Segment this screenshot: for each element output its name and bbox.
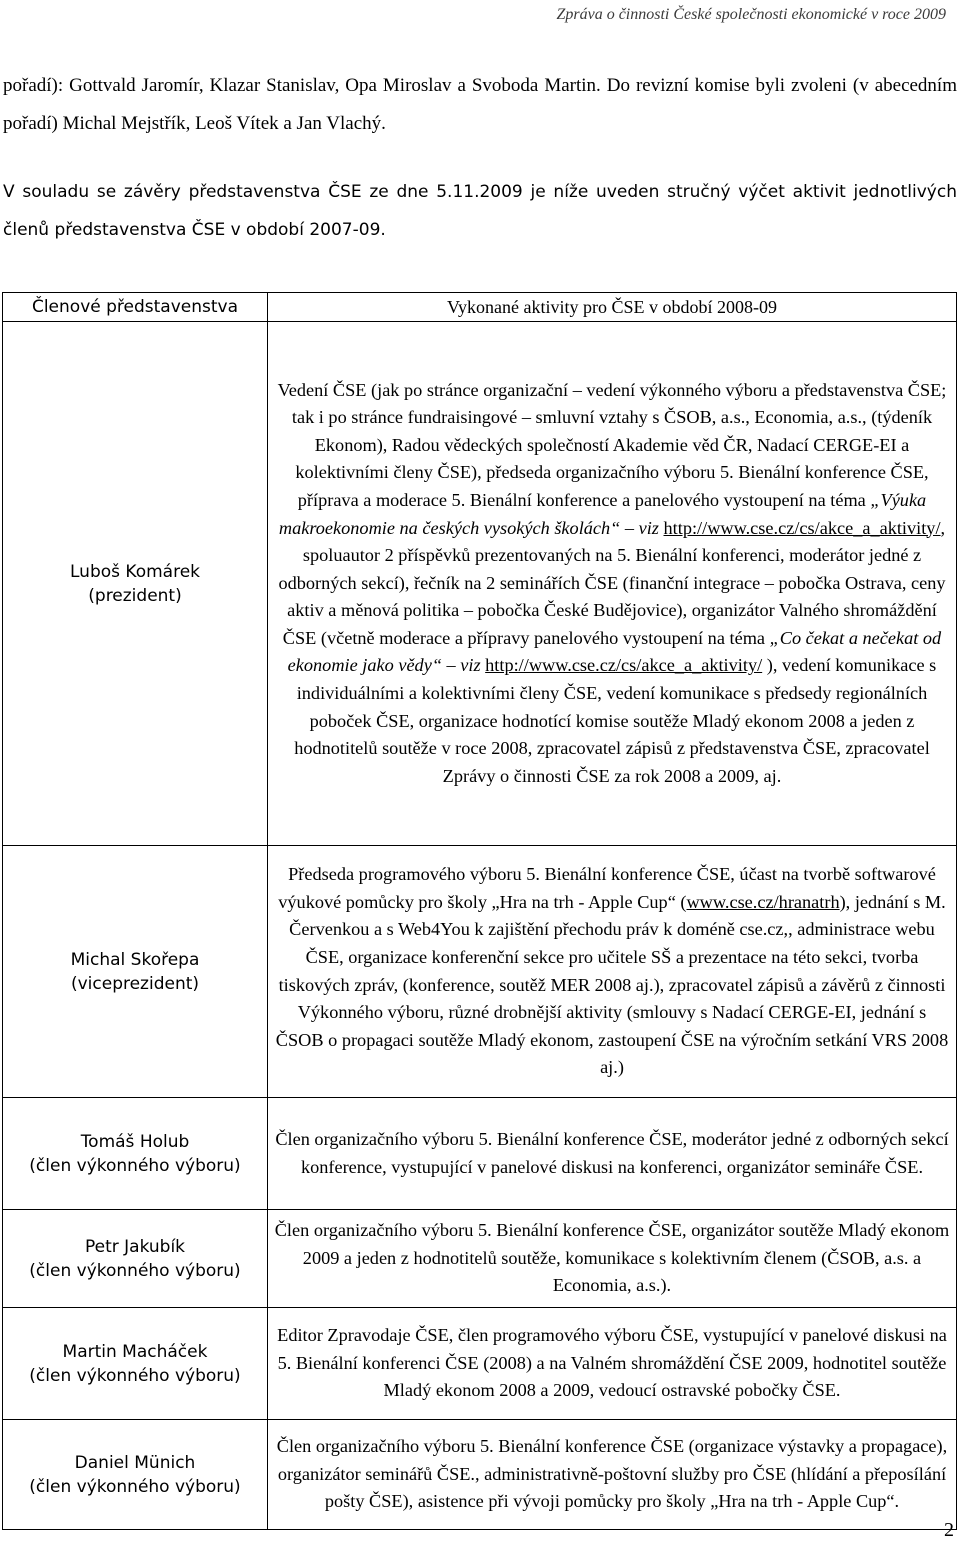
- activity-cell: Editor Zpravodaje ČSE, člen programového výboru ČSE, vystupující v panelové diskusi na 5. Bienální konferenci ČSE (2008) a na Valném shromáždění ČSE 2009, hodnotitel soutěže Mladý ekonom 2008 a 2009, vedoucí ostravské pobočky ČSE.: [268, 1308, 957, 1420]
- activity-text: Předseda programového výboru 5. Bienální konference ČSE, účast na tvorbě softwarové výukové pomůcky pro školy „Hra na trh - Apple Cup“ (: [278, 864, 936, 912]
- table-header-row: [3, 293, 957, 322]
- member-name: Michal Skořepa: [70, 949, 200, 970]
- intro-paragraph-2: V souladu se závěry představenstva ČSE ze dne 5.11.2009 je níže uveden stručný výčet aktivit jednotlivých členů představenstva ČSE v období 2007-09.: [3, 182, 957, 240]
- activity-cell: [268, 846, 957, 1098]
- member-role: (člen výkonného výboru): [29, 1260, 241, 1281]
- activity-text: Vedení ČSE (jak po stránce organizační – vedení výkonného výboru a představenstva ČSE; tak i po stránce fundraisingové – smluvní vztahy s ČSOB, a.s., Economia, a.s., (týdeník Ekonom), Radou vědeckých společností Akademie věd ČR, Nadací CERGE-EI a kolektivními členy ČSE), předseda organizačního výboru 5. Bienální konference ČSE, příprava a moderace 5. Bienální konference a panelového vystoupení na téma: [277, 379, 947, 510]
- hranatrh-link[interactable]: www.cse.cz/hranatrh: [686, 891, 840, 912]
- member-cell: [3, 1420, 268, 1530]
- activity-italic: „Co čekat a nečekat od ekonomie jako vědy“ – viz: [287, 627, 942, 676]
- table-row: [3, 1420, 957, 1530]
- member-role: (člen výkonného výboru): [29, 1476, 241, 1497]
- member-cell: [3, 846, 268, 1098]
- header-activities: Vykonané aktivity pro ČSE v období 2008-09: [268, 293, 957, 322]
- activity-italic: „Výuka makroekonomie na českých vysokých školách“ – viz: [278, 489, 927, 538]
- member-role: (prezident): [88, 585, 182, 606]
- activity-cell: Člen organizačního výboru 5. Bienální konference ČSE, moderátor jedné z odborných sekcí konference, vystupující v panelové diskusi na konferenci, organizátor semináře ČSE.: [268, 1098, 957, 1210]
- member-name: Tomáš Holub: [80, 1131, 190, 1152]
- member-cell: [3, 322, 268, 846]
- table-row: [3, 322, 957, 846]
- activity-cell: Člen organizačního výboru 5. Bienální konference ČSE (organizace výstavky a propagace), organizátor seminářů ČSE., administrativně-poštovní služby pro ČSE (hlídání a přeposílání pošty ČSE), asistence při vývoji pomůcky pro školy „Hra na trh - Apple Cup“.: [268, 1420, 957, 1530]
- activity-text: ), vedení komunikace s individuálními a kolektivními členy ČSE, vedení komunikace s předsedy regionálních poboček ČSE, organizace hodnotící komise soutěže Mladý ekonom 2008 a jeden z hodnotitelů soutěže v roce 2008, zpracovatel zápisů z představenstva ČSE, zpracovatel Zprávy o činnosti ČSE za rok 2008 a 2009, aj.: [294, 655, 937, 786]
- page-number: 2: [944, 1519, 954, 1541]
- activity-cell: Člen organizačního výboru 5. Bienální konference ČSE, organizátor soutěže Mladý ekonom 2009 a jeden z hodnotitelů soutěže, komunikace s kolektivním členem (ČSOB, a.s. a Economia, a.s.).: [268, 1210, 957, 1308]
- running-header: Zpráva o činnosti České společnosti ekonomické v roce 2009: [556, 6, 946, 23]
- activity-text: ), jednání s M. Červenkou a s Web4You k zajištění přechodu práv k doméně cse.cz,, administrace webu ČSE, organizace konferenční sekce pro učitele SŠ a prezentace na této sekci, tvorba tiskových zpráv, (konference, soutěž MER 2008 aj.), zpracovatel zápisů a závěrů z činnosti Výkonného výboru, různé drobnější aktivity (smlouvy s Nadací CERGE-EI, jednání s ČSOB o propagaci soutěže Mladý ekonom, zastoupení ČSE na výročním setkání VRS 2008 aj.): [275, 891, 949, 1078]
- member-cell: [3, 1308, 268, 1420]
- member-name: Petr Jakubík: [84, 1236, 186, 1257]
- member-role: (člen výkonného výboru): [29, 1155, 241, 1176]
- member-name: Daniel Münich: [74, 1452, 196, 1473]
- table-row: [3, 846, 957, 1098]
- table-row: [3, 1210, 957, 1308]
- member-role: (viceprezident): [70, 973, 200, 994]
- member-name: Luboš Komárek: [70, 561, 200, 582]
- activity-text: , spoluautor 2 příspěvků prezentovaných na 5. Bienální konferenci, moderátor jedné z odborných sekcí), řečník na 2 seminářích ČSE (finanční integrace – pobočka Ostrava, ceny aktiv a měnová politika – pobočka České Budějovice), organizátor Valného shromáždění ČSE (včetně moderace a přípravy panelového vystoupení na téma: [278, 517, 946, 648]
- intro-paragraph-1: pořadí): Gottvald Jaromír, Klazar Stanislav, Opa Miroslav a Svoboda Martin. Do revizní komise byli zvoleni (v abecedním pořadí) Michal Mejstřík, Leoš Vítek a Jan Vlachý.: [3, 75, 957, 134]
- activities-link[interactable]: http://www.cse.cz/cs/akce_a_aktivity/: [485, 655, 763, 676]
- activities-link[interactable]: http://www.cse.cz/cs/akce_a_aktivity/: [663, 517, 941, 538]
- header-members: Členové představenstva: [3, 293, 268, 322]
- member-cell: [3, 1210, 268, 1308]
- table-row: [3, 1308, 957, 1420]
- member-name: Martin Macháček: [62, 1341, 208, 1362]
- member-cell: [3, 1098, 268, 1210]
- member-role: (člen výkonného výboru): [29, 1365, 241, 1386]
- table-row: [3, 1098, 957, 1210]
- board-activities-table: [2, 292, 957, 1530]
- activity-cell: [268, 322, 957, 846]
